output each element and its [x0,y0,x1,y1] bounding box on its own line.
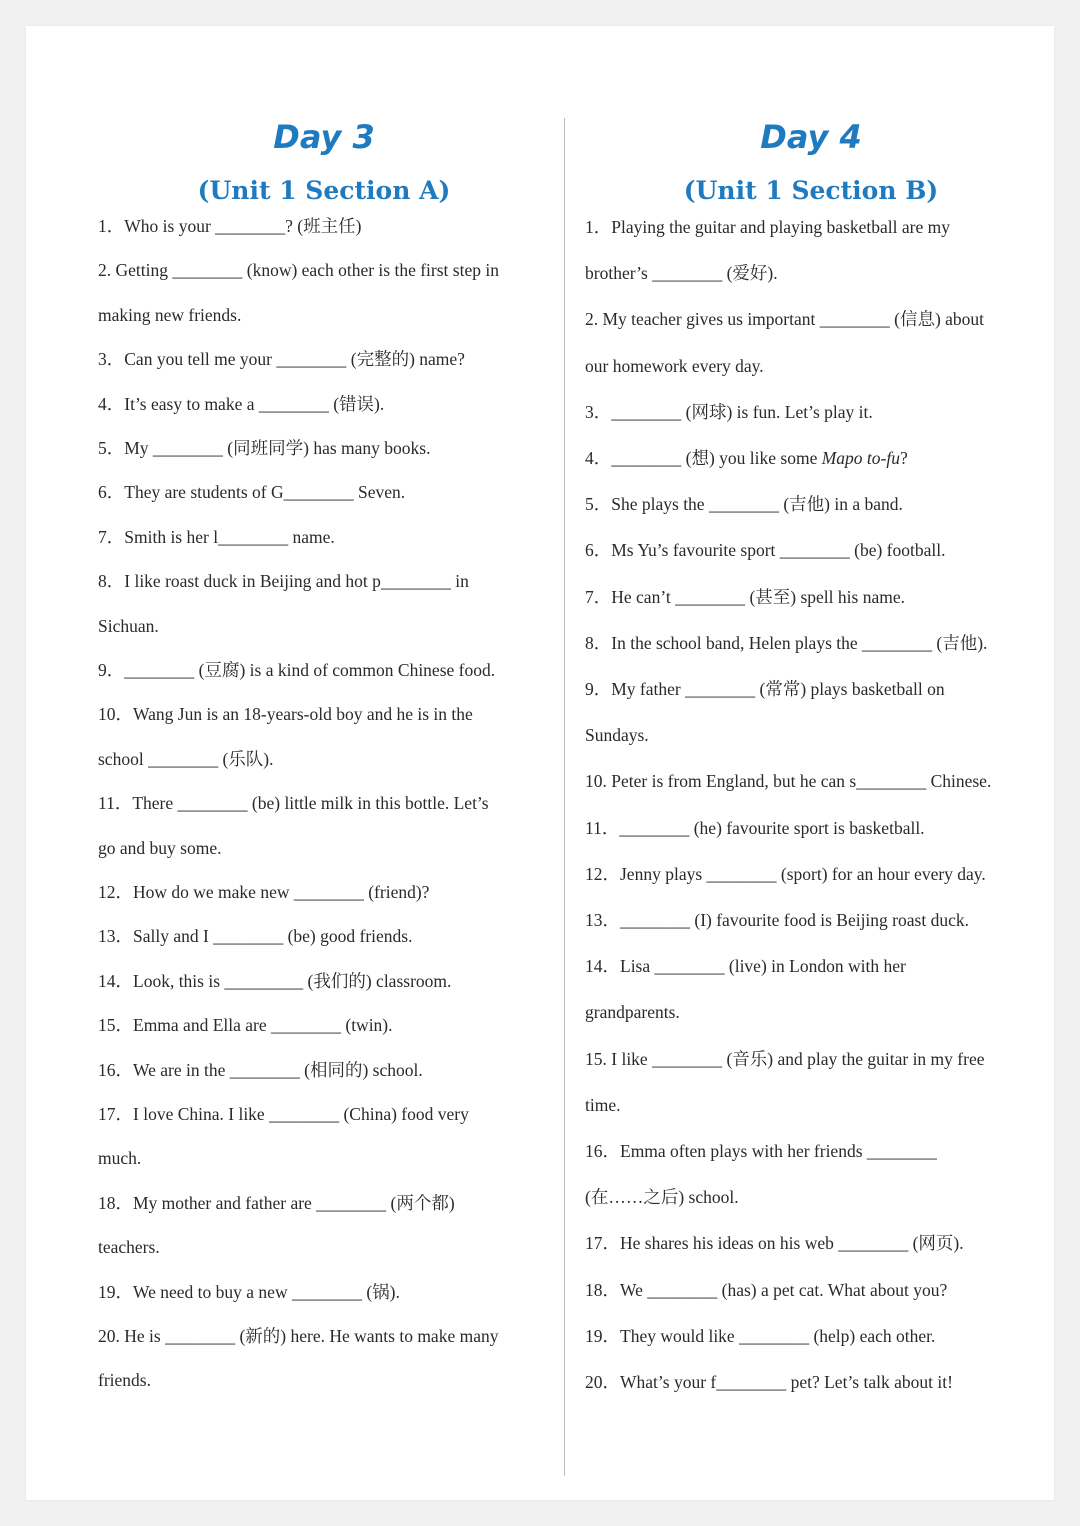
day3-question-line: teachers. [98,1237,160,1258]
day3-question-line: 5．My ________ (同班同学) has many books. [98,438,431,458]
day4-question-line: 3．________ (网球) is fun. Let’s play it. [585,401,873,422]
day4-question-line: 1．Playing the guitar and playing basketball are my [585,217,950,237]
day4-question-line: 13．________ (I) favourite food is Beijing roast duck. [585,910,969,930]
day3-question-line: school ________ (乐队). [98,748,274,769]
day4-question-line: our homework every day. [585,355,764,376]
day4-question-line: 11．________ (he) favourite sport is basketball. [585,817,925,838]
day4-question-line: 4．________ (想) you like some Mapo to-fu? [585,448,908,468]
day4-question-line: 9．My father ________ (常常) plays basketball on [585,679,945,699]
day3-title: Day 3 [273,118,375,156]
day4-question-line: Sundays. [585,725,649,746]
day4-question-line: 20．What’s your f________ pet? Let’s talk about it! [585,1372,953,1392]
day4-question-line: time. [585,1094,621,1115]
day3-question-line: making new friends. [98,304,242,325]
day4-question-line: 8．In the school band, Helen plays the ________ (吉他). [585,632,988,653]
day4-question-line: 17．He shares his ideas on his web ________ (网页). [585,1233,964,1254]
day3-question-line: much. [98,1148,142,1169]
day4-question-line: 14．Lisa ________ (live) in London with her [585,956,906,977]
day3-question-line: 19．We need to buy a new ________ (锅). [98,1281,400,1302]
day3-question-line: Sichuan. [98,615,159,636]
day3-question-line: 3．Can you tell me your ________ (完整的) name? [98,349,465,370]
day3-question-line: 9．________ (豆腐) is a kind of common Chinese food. [98,660,496,680]
day4-question-line: 6．Ms Yu’s favourite sport ________ (be) football. [585,540,946,561]
day3-question-line: 14．Look, this is _________ (我们的) classroom. [98,970,452,991]
worksheet-page [26,26,1054,1500]
day4-question-line: 15. I like ________ (音乐) and play the guitar in my free [585,1048,985,1069]
day4-question-line: 5．She plays the ________ (吉他) in a band. [585,494,903,515]
day4-question-line: brother’s ________ (爱好). [585,263,778,284]
day3-question-line: 10．Wang Jun is an 18-years-old boy and he is in the [98,704,473,725]
day3-question-line: 1．Who is your ________? (班主任) [98,216,362,236]
day4-question-line: (在……之后) school. [585,1187,739,1208]
day4-question-line: grandparents. [585,1002,680,1023]
day4-question-line: 19．They would like ________ (help) each other. [585,1325,936,1346]
day3-question-line: 20. He is ________ (新的) here. He wants to make many [98,1326,499,1346]
day4-question-line: 12．Jenny plays ________ (sport) for an hour every day. [585,863,986,884]
column-divider [564,118,565,1476]
day4-question-line: 16．Emma often plays with her friends ________ [585,1141,937,1161]
day4-title: Day 4 [760,118,862,156]
day3-question-line: 16．We are in the ________ (相同的) school. [98,1059,423,1080]
day3-question-line: 18．My mother and father are ________ (两个都) [98,1192,455,1213]
day3-question-line: 6．They are students of G________ Seven. [98,482,406,503]
day3-question-line: 7．Smith is her l________ name. [98,526,335,547]
day3-question-line: friends. [98,1370,151,1391]
day3-question-line: 12．How do we make new ________ (friend)? [98,882,430,902]
day3-question-line: 2. Getting ________ (know) each other is the first step in [98,260,499,281]
day4-subtitle: (Unit 1 Section B) [683,176,939,205]
day4-question-line: 2. My teacher gives us important ________ (信息) about [585,309,985,330]
day3-question-line: go and buy some. [98,837,222,858]
day3-question-line: 15．Emma and Ella are ________ (twin). [98,1015,393,1036]
day4-question-line: 18．We ________ (has) a pet cat. What about you? [585,1279,948,1300]
day3-subtitle: (Unit 1 Section A) [197,176,451,205]
day4-question-line: 7．He can’t ________ (甚至) spell his name. [585,586,905,607]
day3-question-line: 17．I love China. I like ________ (China) food very [98,1104,469,1124]
day3-question-line: 11．There ________ (be) little milk in this bottle. Let’s [98,793,489,814]
day4-question-line: 10. Peter is from England, but he can s________ Chinese. [585,771,992,792]
day3-question-line: 8．I like roast duck in Beijing and hot p________ in [98,571,469,592]
day3-question-line: 4．It’s easy to make a ________ (错误). [98,393,385,414]
day3-question-line: 13．Sally and I ________ (be) good friends. [98,926,413,947]
